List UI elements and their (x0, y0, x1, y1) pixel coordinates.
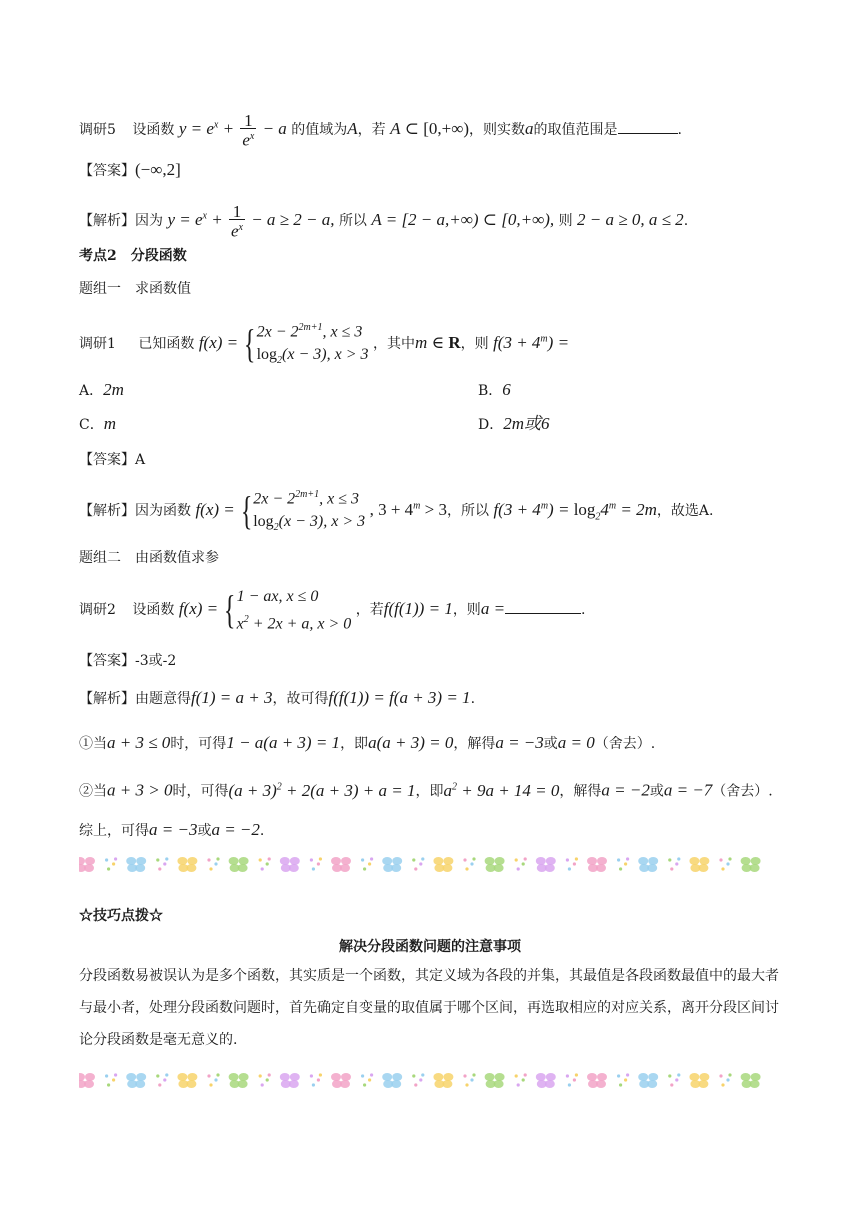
summary: 综上，可得a = −3或a = −2. (79, 820, 265, 839)
answer-2 (79, 651, 176, 671)
tips-heading: ☆技巧点拨☆ (79, 908, 163, 924)
function-formula: $y = e^x$ + $\frac{1}{e^x}$ − a (178, 111, 287, 150)
question-label: 调研1 (79, 336, 116, 353)
answer-1 (79, 450, 145, 470)
case-2: ②当a + 3 > 0时，可得$(a + 3)^2 + 2(a + 3) + a = 1$，即$a^2 + 9a + 14 = 0$，解得a = −2或a = −7（舍去）. (79, 780, 773, 800)
solution-label: 【解析】 (79, 213, 135, 230)
answer-label: 【答案】 (79, 163, 135, 179)
question-2: 调研2 设函数 f(x) = { 1 − ax, x ≤ 0 $x^2 + 2x + a$, x > 0 ，若f(f(1)) = 1，则a = . (79, 587, 586, 633)
answer-value: A (135, 452, 146, 468)
answer-value: -3或-2 (135, 653, 177, 669)
solution-1: 【解析】因为函数 f(x) = { $2x - 2^{2m+1}$, x ≤ 3 $\log_2(x - 3)$, x > 3 , $3 + 4^m > 3$，所以 $f(3 + 4^m) = \log_24^m = 2m$，故选A. (79, 488, 714, 534)
question-label: 调研2 (79, 602, 116, 619)
answer-value: (−∞,2] (135, 160, 181, 179)
answer-5 (79, 160, 181, 181)
group-title-1: 题组一 求函数值 (79, 281, 191, 297)
option-b: B．6 (478, 380, 511, 399)
option-a: A．2m (79, 380, 124, 399)
answer-blank (505, 599, 581, 614)
question-1: 调研1 已知函数 f(x) = { $2x - 2^{2m+1}$, x ≤ 3 $\log_2(x - 3)$, x > 3 ，其中m ∈ R，则 $f(3 + 4^m)$ = (79, 321, 570, 367)
solution-5: 【解析】因为 $y = e^x$ + $\frac{1}{e^x}$ − a ≥ 2 − a, 所以 A = [2 − a,+∞) ⊂ [0,+∞), 则 2 − a ≥ 0, a ≤ 2. (79, 202, 689, 241)
option-c: C．m (79, 414, 116, 433)
solution-2: 【解析】由题意得f(1) = a + 3，故可得f(f(1)) = f(a + 3) = 1. (79, 688, 476, 707)
piecewise-function: f(x) = { $2x - 2^{2m+1}$, x ≤ 3 $\log_2(x - 3)$, x > 3 (198, 321, 369, 367)
decorative-border-icon (79, 853, 774, 875)
case-1: ①当a + 3 ≤ 0时，可得1 − a(a + 3) = 1，即a(a + 3) = 0，解得a = −3或a = 0（舍去）. (79, 733, 656, 752)
question-5: 调研5 设函数 $y = e^x$ + $\frac{1}{e^x}$ − a 的值域为A，若 A ⊂ [0,+∞)，则实数a的取值范围是 . (79, 111, 682, 150)
answer-blank (618, 119, 678, 134)
answer-label: 【答案】 (79, 452, 135, 468)
tips-body: 分段函数易被误认为是多个函数，其实质是一个函数，其定义域为各段的并集，其最值是各段函数最值中的最大者与最小者，处理分段函数问题时，首先确定自变量的取值属于哪个区间，再选取相应的对应关系，离开分段区间讨论分段函数是毫无意义的. (79, 968, 779, 1048)
decorative-border-icon (79, 1069, 774, 1091)
tips-title: 解决分段函数问题的注意事项 (339, 939, 521, 955)
question-label: 调研5 (79, 122, 116, 139)
solution-label: 【解析】 (79, 691, 135, 707)
answer-label: 【答案】 (79, 653, 135, 669)
group-title-2: 题组二 由函数值求参 (79, 550, 219, 566)
piecewise-function: f(x) = { 1 − ax, x ≤ 0 $x^2 + 2x + a$, x > 0 (178, 587, 352, 633)
solution-label: 【解析】 (79, 503, 135, 520)
section-title: 考点2 分段函数 (79, 248, 187, 264)
option-d: D．2m或6 (478, 414, 550, 433)
